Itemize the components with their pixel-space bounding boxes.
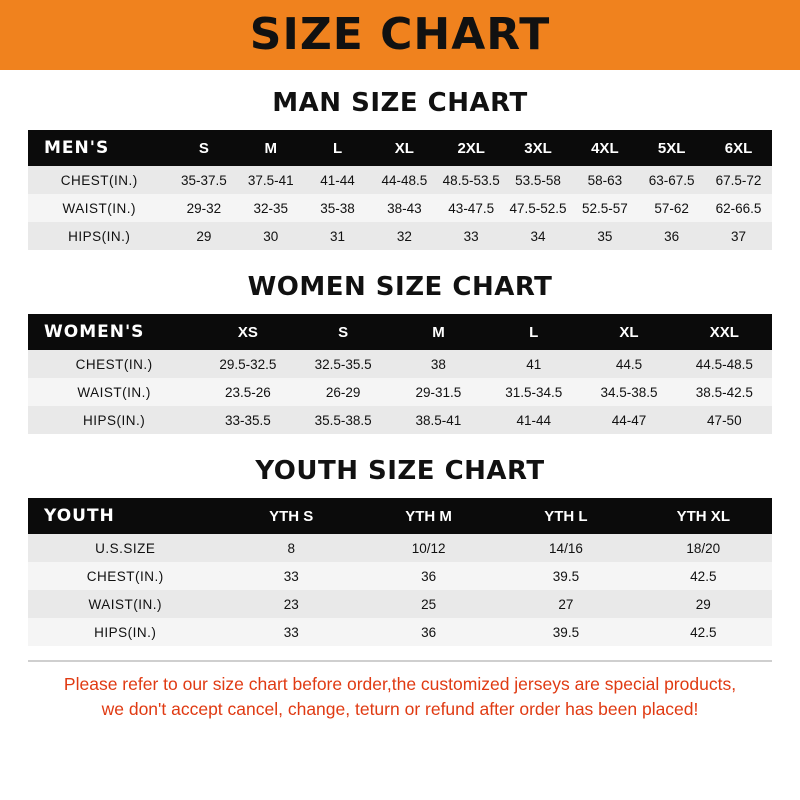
cell: 33 [283,568,299,584]
cell: 34.5-38.5 [600,384,658,400]
table-row [28,350,772,378]
row-label-waist: WAIST(IN.) [77,384,151,400]
header-cell-m: M [432,323,445,341]
cell: 30 [263,228,279,244]
cell: 32-35 [253,200,288,216]
table-row [28,618,772,646]
cell: 38.5-41 [415,412,462,428]
men-size-table [28,130,772,250]
row-label-chest: CHEST(IN.) [86,568,164,584]
cell: 44.5-48.5 [695,356,753,372]
youth-size-table [28,498,772,646]
header-cell-m: M [264,139,277,157]
cell: 27 [558,596,574,612]
table-header-row [28,314,772,350]
header-cell-yth-s: YTH S [269,507,314,525]
table-row [28,534,772,562]
cell: 53.5-58 [515,172,561,188]
table-header-row [28,130,772,166]
cell: 29 [196,228,212,244]
header-cell-l: L [332,139,343,157]
cell: 41-44 [320,172,355,188]
section-title-man: MAN SIZE CHART [272,88,528,118]
cell: 36 [664,228,680,244]
cell: 42.5 [690,568,717,584]
header-cell-yth-xl: YTH XL [676,507,730,525]
footer-note [28,660,772,723]
header-banner [0,0,800,70]
header-cell-3xl: 3XL [524,139,552,157]
footer-note-line-2: we don't accept cancel, change, teturn or refund after order has been placed! [101,699,699,720]
cell: 41-44 [516,412,551,428]
cell: 63-67.5 [648,172,695,188]
header-cell-women-label: WOMEN'S [44,322,145,342]
cell: 32.5-35.5 [314,356,372,372]
cell: 47.5-52.5 [509,200,567,216]
cell: 23 [283,596,299,612]
cell: 31.5-34.5 [505,384,563,400]
header-cell-men-label: MEN'S [44,138,110,158]
cell: 42.5 [690,624,717,640]
cell: 44-48.5 [381,172,428,188]
page-title: SIZE CHART [249,9,551,60]
cell: 34 [530,228,546,244]
cell: 52.5-57 [581,200,628,216]
cell: 41 [526,356,542,372]
row-label-chest: CHEST(IN.) [75,356,153,372]
header-cell-xs: XS [237,323,258,341]
cell: 35-37.5 [180,172,227,188]
cell: 14/16 [549,540,583,556]
header-cell-yth-l: YTH L [544,507,588,525]
header-cell-xl: XL [394,139,414,157]
header-cell-6xl: 6XL [724,139,753,157]
cell: 37 [731,228,747,244]
cell: 25 [421,596,437,612]
row-label-chest: CHEST(IN.) [60,172,138,188]
table-header-row [28,498,772,534]
cell: 29 [695,596,711,612]
cell: 33 [283,624,299,640]
table-row [28,562,772,590]
section-title-women: WOMEN SIZE CHART [247,272,553,302]
row-label-hips: HIPS(IN.) [82,412,146,428]
cell: 47-50 [707,412,742,428]
cell: 62-66.5 [715,200,762,216]
cell: 35 [597,228,613,244]
table-row [28,406,772,434]
cell: 35-38 [320,200,355,216]
cell: 38 [430,356,446,372]
row-label-hips: HIPS(IN.) [94,624,157,640]
cell: 38.5-42.5 [695,384,753,400]
table-row [28,378,772,406]
cell: 23.5-26 [224,384,271,400]
cell: 36 [421,624,437,640]
cell: 57-62 [654,200,689,216]
header-cell-5xl: 5XL [657,139,686,157]
cell: 32 [396,228,412,244]
women-size-table [28,314,772,434]
cell: 44-47 [611,412,647,428]
row-label-us-size: U.S.SIZE [95,540,156,556]
cell: 8 [287,540,295,556]
cell: 29-32 [186,200,222,216]
table-row [28,590,772,618]
cell: 26-29 [325,384,361,400]
table-row [28,222,772,250]
chart-content [0,70,800,800]
header-cell-s: S [198,139,209,157]
cell: 18/20 [686,540,721,556]
cell: 29.5-32.5 [219,356,277,372]
cell: 29-31.5 [415,384,462,400]
cell: 44.5 [615,356,643,372]
cell: 67.5-72 [715,172,762,188]
cell: 35.5-38.5 [314,412,372,428]
cell: 37.5-41 [247,172,294,188]
header-cell-yth-m: YTH M [405,507,452,525]
header-cell-4xl: 4XL [591,139,619,157]
table-row [28,166,772,194]
row-label-waist: WAIST(IN.) [62,200,136,216]
section-title-youth: YOUTH SIZE CHART [255,456,545,486]
cell: 36 [421,568,437,584]
header-cell-youth-label: YOUTH [44,506,115,526]
cell: 39.5 [552,624,580,640]
row-label-waist: WAIST(IN.) [88,596,163,612]
table-row [28,194,772,222]
header-cell-xxl: XXL [709,323,739,341]
cell: 43-47.5 [448,200,495,216]
cell: 38-43 [387,200,422,216]
cell: 10/12 [411,540,446,556]
header-cell-2xl: 2XL [457,139,485,157]
footer-note-line-1: Please refer to our size chart before order,the customized jerseys are special products, [63,674,737,694]
header-cell-xl: XL [619,323,639,341]
cell: 48.5-53.5 [442,172,500,188]
cell: 33 [463,228,479,244]
cell: 39.5 [552,568,580,584]
cell: 33-35.5 [224,412,271,428]
row-label-hips: HIPS(IN.) [68,228,131,244]
cell: 31 [330,228,346,244]
cell: 58-63 [587,172,623,188]
header-cell-s: S [338,323,349,341]
header-cell-l: L [529,323,539,341]
